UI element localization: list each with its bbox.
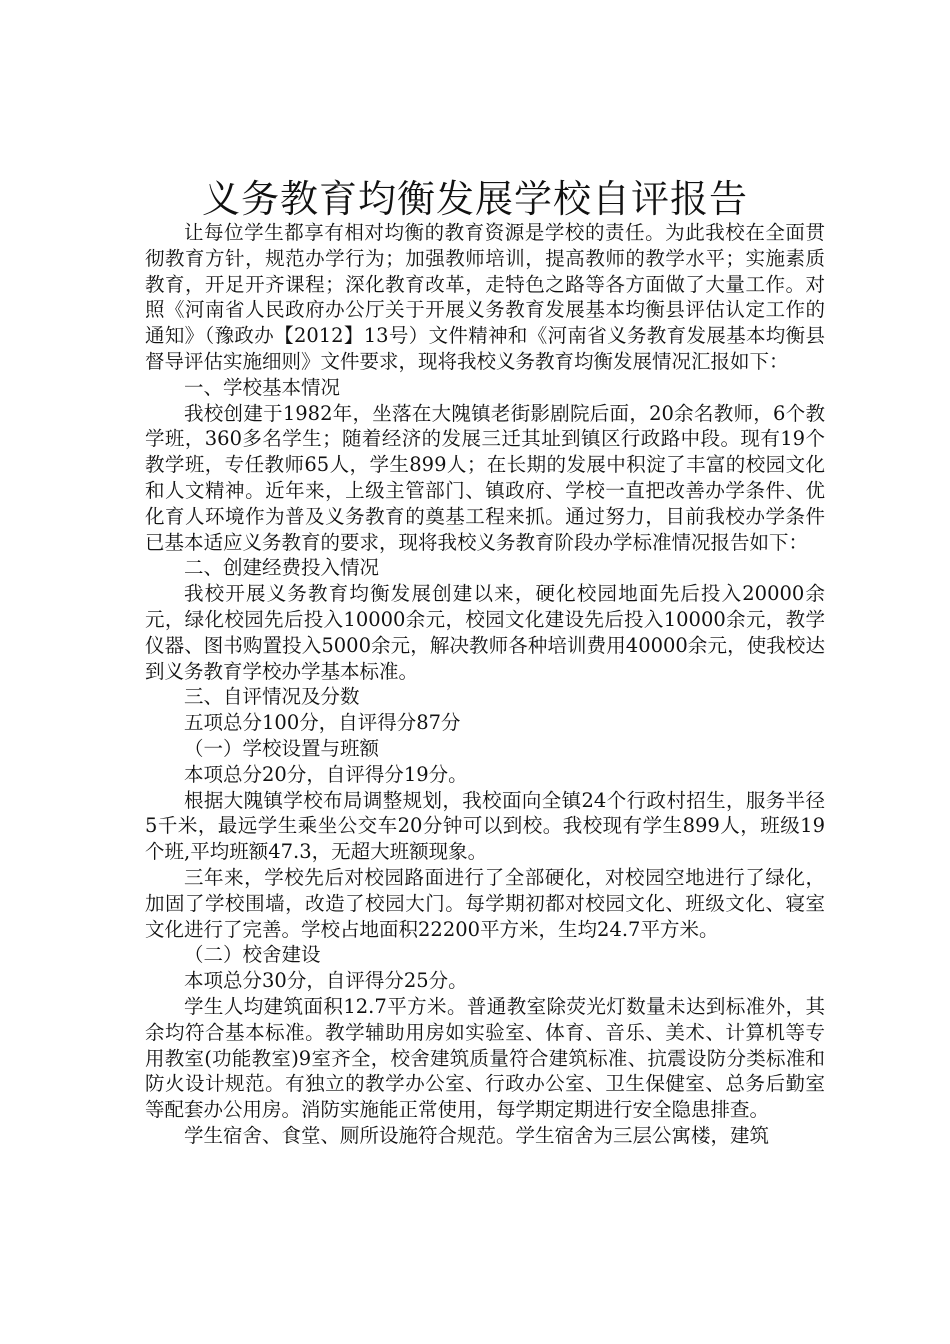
buildings-score-line: 本项总分30分，自评得分25分。 <box>184 969 468 993</box>
subsection-heading-buildings: （二）校舍建设 <box>184 943 321 967</box>
dormitory-paragraph: 学生宿舍、食堂、厕所设施符合规范。学生宿舍为三层公寓楼，建筑 <box>184 1123 770 1147</box>
basic-info-paragraph: 我校创建于1982年，坐落在大隗镇老街影剧院后面，20余名教师，6个教学班，360多名学生；随着经济的发展三迁其址到镇区行政路中段。现有19个教学班，专任教师65人，学生899人；在长期的发展中积淀了丰富的校园文化和人文精神。近年来，上级主管部门、镇政府、学校一直把改善办学条件、优化育人环境作为普及义务教育的奠基工程来抓。通过努力，目前我校办学条件已基本适应义务教育的要求，现将我校义务教育阶段办学标准情况报告如下： <box>145 401 825 554</box>
subsection-heading-school-setup: （一）学校设置与班额 <box>184 736 380 760</box>
school-setup-score-line: 本项总分20分，自评得分19分。 <box>184 762 468 786</box>
section-heading-self-evaluation: 三、自评情况及分数 <box>184 685 360 709</box>
section-heading-basic-info: 一、学校基本情况 <box>184 375 341 399</box>
school-setup-paragraph: 根据大隗镇学校布局调整规划，我校面向全镇24个行政村招生，服务半径5千米，最远学生乘坐公交车20分钟可以到校。我校现有学生899人，班级19个班,平均班额47.3，无超大班额现象。 <box>145 788 825 864</box>
total-score-line: 五项总分100分，自评得分87分 <box>184 711 461 735</box>
section-heading-funding: 二、创建经费投入情况 <box>184 556 380 580</box>
campus-paragraph: 三年来，学校先后对校园路面进行了全部硬化，对校园空地进行了绿化，加固了学校围墙，改造了校园大门。每学期初都对校园文化、班级文化、寝室文化进行了完善。学校占地面积22200平方米，生均24.7平方米。 <box>145 865 825 941</box>
document-body <box>145 220 825 1149</box>
document-title: 义务教育均衡发展学校自评报告 <box>201 177 748 222</box>
funding-paragraph: 我校开展义务教育均衡发展创建以来，硬化校园地面先后投入20000余元，绿化校园先后投入10000余元，校园文化建设先后投入10000余元，教学仪器、图书购置投入5000余元，解决教师各种培训费用40000余元，使我校达到义务教育学校办学基本标准。 <box>145 582 825 683</box>
buildings-paragraph: 学生人均建筑面积12.7平方米。普通教室除荧光灯数量未达到标准外，其余均符合基本标准。教学辅助用房如实验室、体育、音乐、美术、计算机等专用教室(功能教室)9室齐全，校舍建筑质量符合建筑标准、抗震设防分类标准和防火设计规范。有独立的教学办公室、行政办公室、卫生保健室、总务后勤室等配套办公用房。消防实施能正常使用，每学期定期进行安全隐患排查。 <box>145 994 825 1122</box>
intro-paragraph: 让每位学生都享有相对均衡的教育资源是学校的责任。为此我校在全面贯彻教育方针，规范办学行为；加强教师培训，提高教师的教学水平；实施素质教育，开足开齐课程；深化教育改革，走特色之路等各方面做了大量工作。对照《河南省人民政府办公厅关于开展义务教育发展基本均衡县评估认定工作的通知》（豫政办【2012】13号）文件精神和《河南省义务教育发展基本均衡县督导评估实施细则》文件要求，现将我校义务教育均衡发展情况汇报如下： <box>145 221 825 373</box>
